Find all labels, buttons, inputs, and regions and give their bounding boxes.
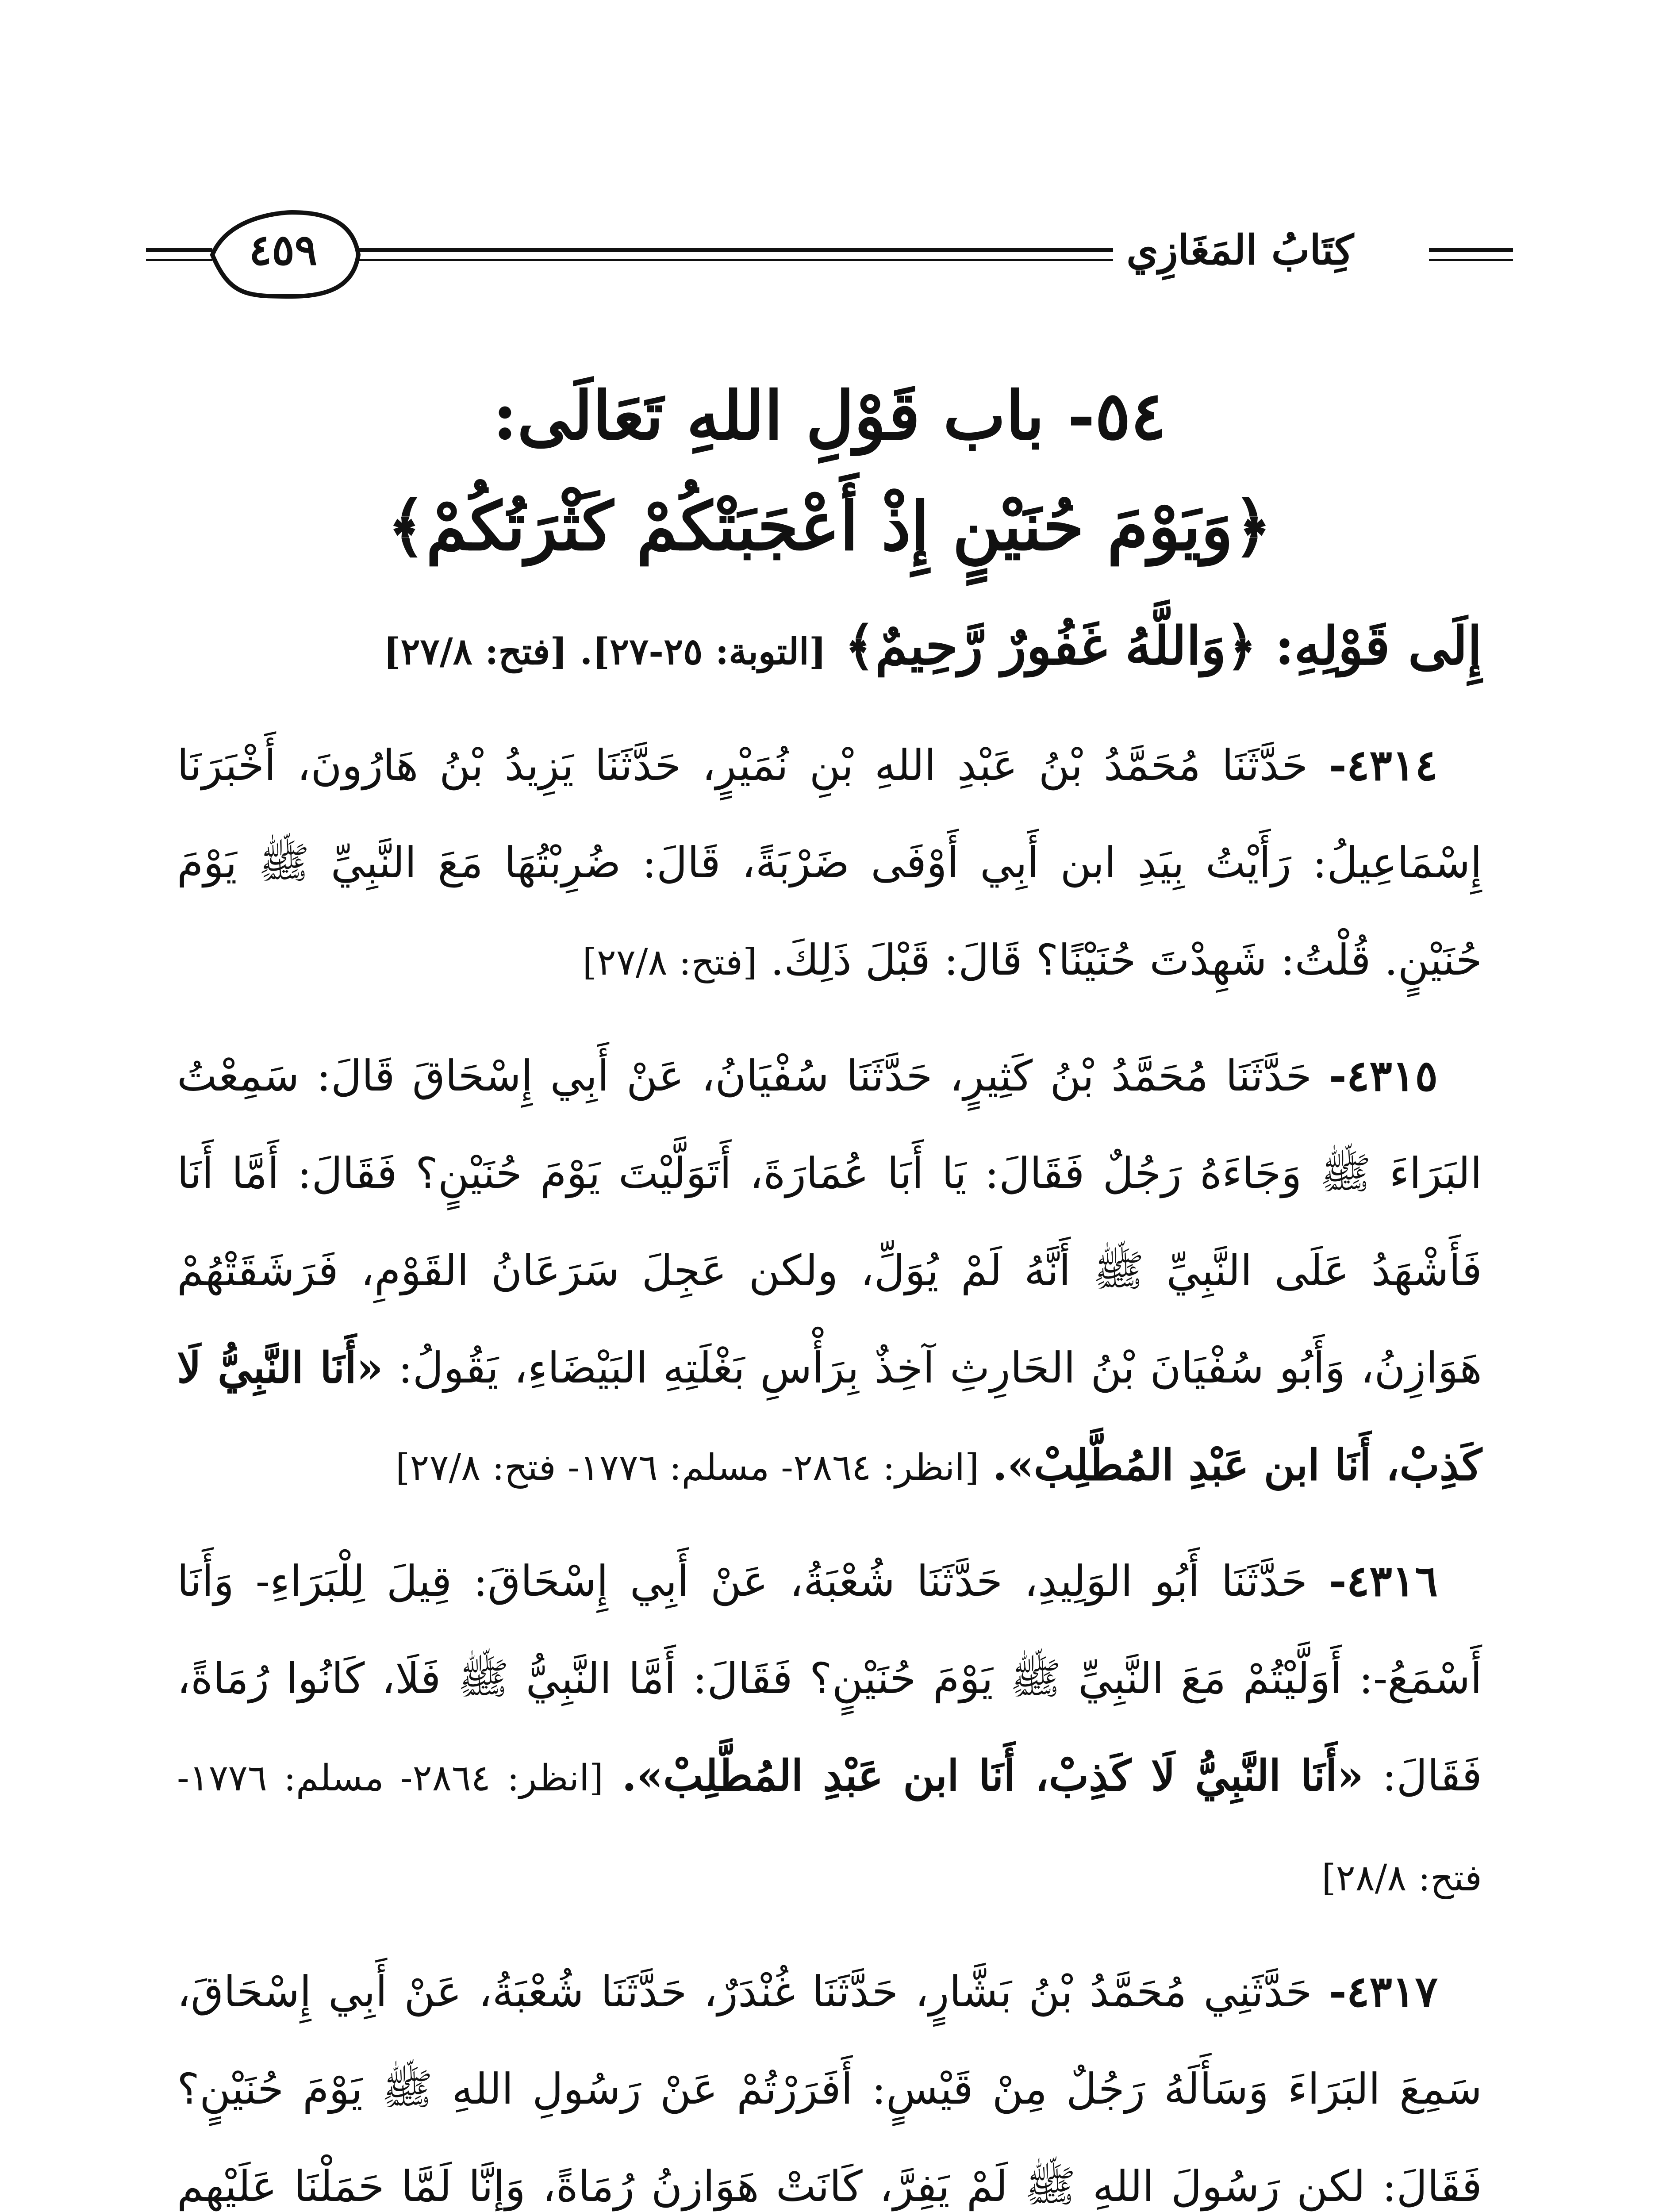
chapter-reference: [التوبة: ٢٥-٢٧]. [فتح: ٢٧/٨]	[383, 630, 826, 673]
verse-end: ﴿وَاللَّهُ غَفُورٌ رَّحِيمٌ﴾	[844, 615, 1257, 676]
hadith-reference: [انظر: ٢٨٦٤- مسلم: ١٧٧٦- فتح: ٢٧/٨]	[396, 1447, 979, 1489]
hadith-number: ٤٣١٧-	[1329, 1966, 1438, 2016]
hadith-reference: [فتح: ٢٧/٨]	[582, 941, 757, 983]
book-title: كِتَابُ المَغَازِي	[1113, 221, 1367, 279]
hadith-4315	[177, 1027, 1482, 1517]
hadith-number: ٤٣١٥-	[1329, 1051, 1438, 1101]
chapter-verse-end	[230, 602, 1482, 696]
chapter-title: ٥٤- باب قَوْلِ اللهِ تَعَالَى:	[492, 377, 1167, 455]
hadith-number: ٤٣١٦-	[1329, 1556, 1438, 1606]
hadith-4314	[177, 717, 1482, 1011]
hadith-reference: [انظر: ٢٨٦٤- مسلم: ١٧٧٦- فتح: ٢٨/٨]	[177, 1757, 1482, 1899]
hadith-quote: «أَنَا النَّبِيُّ لَا كَذِبْ، أَنَا ابن عَبْدِ المُطَّلِبْ».	[622, 1751, 1364, 1801]
running-header	[146, 208, 1513, 305]
page-number: ٤٥٩	[249, 225, 318, 275]
hadith-text: حَدَّثَنَا مُحَمَّدُ بْنُ عَبْدِ اللهِ بْنِ نُمَيْرٍ، حَدَّثَنَا يَزِيدُ بْنُ هَارُونَ، أَخْبَرَنَا إِسْمَاعِيلُ: رَأَيْتُ بِيَدِ ابن أَبِي أَوْفَى ضَرْبَةً، قَالَ: ضُرِبْتُهَا مَعَ النَّبِيِّ ﷺ يَوْمَ حُنَيْنٍ. قُلْتُ: شَهِدْتَ حُنَيْنًا؟ قَالَ: قَبْلَ ذَلِكَ.	[177, 741, 1482, 985]
hadith-quote: «أَنَا النَّبِيُّ لَا كَذِبْ، أَنَا ابن عَبْدِ المُطَّلِبْ».	[177, 1343, 1482, 1490]
hadith-4316	[177, 1532, 1482, 1927]
chapter-verse: ﴿وَيَوْمَ حُنَيْنٍ إِذْ أَعْجَبَتْكُمْ كَثْرَتُكُمْ﴾	[387, 488, 1272, 565]
hadith-number: ٤٣١٤-	[1329, 740, 1438, 790]
hadith-text: حَدَّثَنَا أَبُو الوَلِيدِ، حَدَّثَنَا شُعْبَةُ، عَنْ أَبِي إِسْحَاقَ: قِيلَ لِلْبَرَاءِ- وَأَنَا أَسْمَعُ-: أَوَلَّيْتُمْ مَعَ النَّبِيِّ ﷺ يَوْمَ حُنَيْنٍ؟ فَقَالَ: أَمَّا النَّبِيُّ ﷺ فَلَا، كَانُوا رُمَاةً، فَقَالَ:	[177, 1556, 1482, 1801]
hadith-text: حَدَّثَنِي مُحَمَّدُ بْنُ بَشَّارٍ، حَدَّثَنَا غُنْدَرٌ، حَدَّثَنَا شُعْبَةُ، عَنْ أَبِي إِسْحَاقَ، سَمِعَ البَرَاءَ وَسَأَلَهُ رَجُلٌ مِنْ قَيْسٍ: أَفَرَرْتُمْ عَنْ رَسُولِ اللهِ ﷺ يَوْمَ حُنَيْنٍ؟ فَقَالَ: لكن رَسُولَ اللهِ ﷺ لَمْ يَفِرَّ، كَانَتْ هَوَازِنُ رُمَاةً، وَإِنَّا لَمَّا حَمَلْنَا عَلَيْهِم	[177, 1967, 1482, 2211]
hadith-text: حَدَّثَنَا مُحَمَّدُ بْنُ كَثِيرٍ، حَدَّثَنَا سُفْيَانُ، عَنْ أَبِي إِسْحَاقَ قَالَ: سَمِعْتُ البَرَاءَ ﷺ وَجَاءَهُ رَجُلٌ فَقَالَ: يَا أَبَا عُمَارَةَ، أَتَوَلَّيْتَ يَوْمَ حُنَيْنٍ؟ فَقَالَ: أَمَّا أَنَا فَأَشْهَدُ عَلَى النَّبِيِّ ﷺ أَنَّهُ لَمْ يُوَلِّ، ولكن عَجِلَ سَرَعَانُ القَوْمِ، فَرَشَقَتْهُمْ هَوَازِنُ، وَأَبُو سُفْيَانَ بْنُ الحَارِثِ آخِذٌ بِرَأْسِ بَغْلَتِهِ البَيْضَاءِ، يَقُولُ:	[177, 1051, 1482, 1393]
hadith-list	[177, 717, 1482, 2212]
hadith-4317	[177, 1943, 1482, 2212]
verse-end-lead: إِلَى قَوْلِهِ:	[1275, 615, 1482, 676]
